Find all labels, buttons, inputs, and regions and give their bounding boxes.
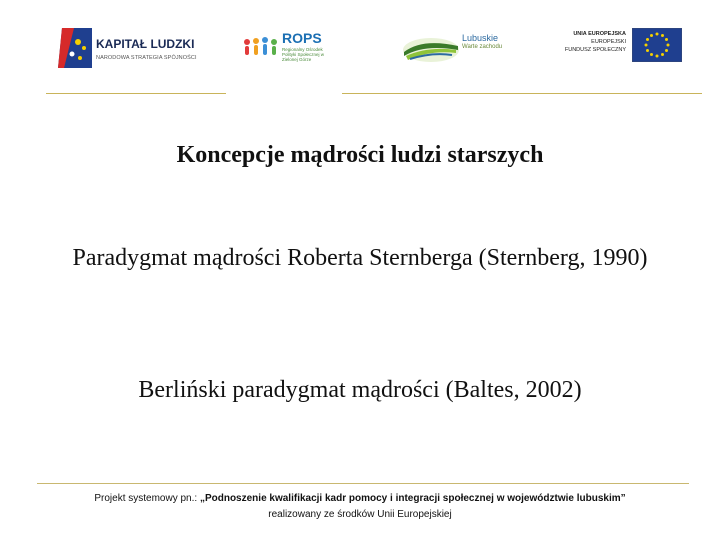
slide-item-berlin: Berliński paradygmat mądrości (Baltes, 2002) — [138, 377, 582, 403]
rops-title: ROPS — [282, 30, 322, 46]
kapital-ludzki-logo — [58, 28, 198, 68]
lubuskie-subtitle: Warte zachodu — [462, 44, 503, 50]
slide-item-sternberg: Paradygmat mądrości Roberta Sternberga (Sternberg, 1990) — [72, 245, 648, 271]
eu-line1: UNIA EUROPEJSKA — [573, 31, 626, 37]
footer-prefix: Projekt systemowy pn.: — [94, 493, 200, 504]
footer — [20, 491, 700, 523]
top-divider-right — [342, 93, 702, 94]
footer-project-title: „Podnoszenie kwalifikacji kadr pomocy i integracji społecznej w województwie lubuskim” — [199, 493, 626, 504]
rops-subtitle: Regionalny Ośrodek Polityki Społecznej w Zielonej Górze — [282, 47, 325, 62]
eu-line2: EUROPEJSKI — [591, 39, 626, 45]
logo-bar — [0, 0, 720, 95]
lubuskie-landscape-icon — [402, 34, 460, 64]
lubuskie-title: Lubuskie — [462, 33, 499, 43]
bottom-divider — [37, 483, 689, 484]
kapital-ludzki-emblem-icon — [58, 28, 92, 68]
footer-line2: realizowany ze środków Unii Europejskiej — [268, 509, 452, 520]
eu-line3: FUNDUSZ SPOŁECZNY — [564, 47, 626, 53]
kapital-ludzki-subtitle: NARODOWA STRATEGIA SPÓJNOŚCI — [96, 55, 197, 61]
footer-line1 — [20, 491, 700, 507]
slide-heading: Koncepcje mądrości ludzi starszych — [176, 142, 544, 168]
rops-logo — [242, 30, 332, 66]
eu-text — [565, 30, 626, 54]
eu-flag-icon — [632, 28, 682, 62]
top-divider-left — [46, 93, 226, 94]
lubuskie-logo — [402, 30, 512, 66]
eu-logo — [558, 28, 682, 64]
kapital-ludzki-title: KAPITAŁ LUDZKI — [96, 37, 195, 51]
people-figures-icon — [242, 36, 280, 64]
